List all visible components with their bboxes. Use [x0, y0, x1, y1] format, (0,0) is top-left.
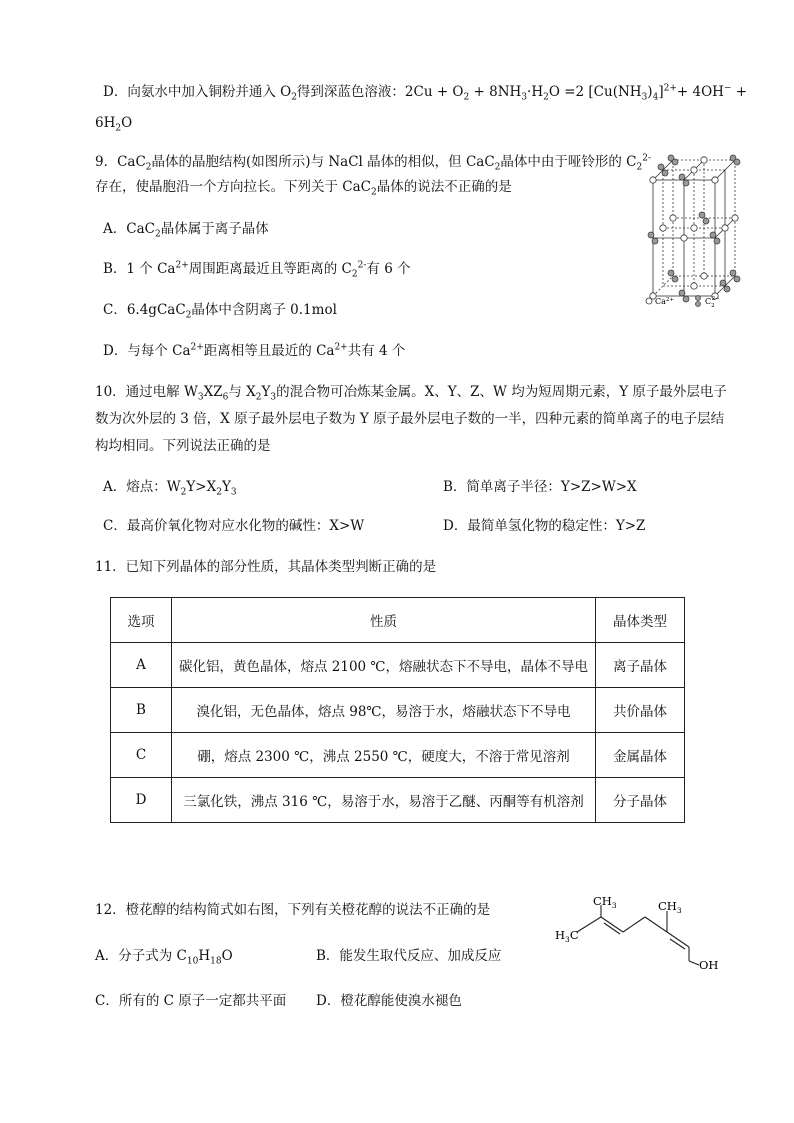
- nerol-structure-figure: [553, 895, 723, 975]
- table-cell: A: [111, 643, 172, 688]
- table-row: [111, 733, 685, 778]
- table-row: [111, 688, 685, 733]
- q9-option-b: B．1 个 $Ca^{2+}$周围距离最近且等距离的 $C_2^{2-}$有 6 个: [103, 260, 411, 280]
- table-cell: C: [111, 733, 172, 778]
- table-row: [111, 778, 685, 823]
- q12-option-c: C．所有的 C 原子一定都共平面: [95, 993, 287, 1009]
- table-cell: 分子晶体: [596, 778, 685, 823]
- q9-option-c: C．6.4gCaC$_2$晶体中含阴离子 0.1mol: [103, 302, 337, 321]
- table-header-cell: 选项: [111, 598, 172, 643]
- q9-stem-line1: 9．CaC$_2$晶体的晶胞结构(如图所示)与 NaCl 晶体的相似，但 CaC$_2$晶体中由于哑铃形的 $C_2^{2-}$: [95, 153, 652, 173]
- q10-stem-line2: 数为次外层的 3 倍，X 原子最外层电子数为 Y 原子最外层电子数的一半，四种元素的简单离子的电子层结: [95, 411, 725, 427]
- q12-option-b: B．能发生取代反应、加成反应: [316, 948, 502, 964]
- q8-option-d: D．向氨水中加入铜粉并通入 $O_2$得到深蓝色溶液：$2Cu + O_2 + 8NH_3\cdot H_2O =2$ $[Cu(NH_3)_4]^{2+}+ 4OH^-$ +: [103, 83, 748, 103]
- q9-option-d: D．与每个 $Ca^{2+}$距离相等且最近的 $Ca^{2+}$共有 4 个: [103, 342, 406, 359]
- cac2-crystal-cell-figure: [643, 152, 743, 312]
- legend-ca-label: $Ca^{2+}$: [655, 297, 674, 306]
- q10-option-c: C．最高价氧化物对应水化物的碱性：X>W: [103, 518, 365, 534]
- q10-option-d: D．最简单氢化物的稳定性：Y>Z: [443, 518, 646, 534]
- table-cell: 共价晶体: [596, 688, 685, 733]
- legend-c2-label: $C_22-$: [705, 296, 720, 309]
- table-cell: D: [111, 778, 172, 823]
- q11-properties-table: [110, 597, 685, 823]
- q9-option-a: A．CaC$_2$晶体属于离子晶体: [103, 221, 269, 240]
- mol-oh-label: OH: [699, 958, 719, 972]
- q10-stem-line1: 10．通过电解 $W_3XZ_6$与 $X_2Y_3$的混合物可冶炼某金属。X、Y、Z、W 均为短周期元素，Y 原子最外层电子: [95, 384, 727, 403]
- table-cell: B: [111, 688, 172, 733]
- q10-option-a: A．熔点：$W_2Y>X_2Y_3$: [103, 479, 237, 498]
- q11-stem: 11．已知下列晶体的部分性质，其晶体类型判断正确的是: [95, 559, 437, 575]
- mol-h3c-label: $H_3C$: [555, 928, 579, 944]
- mol-ch3-label-2: $CH_3$: [658, 899, 682, 915]
- q8-option-d-cont: $6H_2O$: [95, 115, 133, 134]
- q9-stem-line2: 存在，使晶胞沿一个方向拉长。下列关于 CaC$_2$晶体的说法不正确的是: [95, 179, 512, 198]
- table-cell: 碳化铝，黄色晶体，熔点 2100 ℃，熔融状态下不导电，晶体不导电: [172, 643, 596, 688]
- table-header-cell: 晶体类型: [596, 598, 685, 643]
- table-header-cell: 性质: [172, 598, 596, 643]
- mol-ch3-label-1: $CH_3$: [593, 895, 617, 910]
- q12-option-d: D．橙花醇能使溴水褪色: [316, 993, 462, 1009]
- table-row: [111, 643, 685, 688]
- table-cell: 金属晶体: [596, 733, 685, 778]
- table-cell: 离子晶体: [596, 643, 685, 688]
- q12-stem: 12．橙花醇的结构简式如右图，下列有关橙花醇的说法不正确的是: [95, 902, 491, 918]
- q12-option-a: A．分子式为 $C_{10}H_{18}O$: [95, 948, 233, 967]
- q10-stem-line3: 构均相同。下列说法正确的是: [95, 438, 271, 454]
- table-cell: 硼，熔点 2300 ℃，沸点 2550 ℃，硬度大，不溶于常见溶剂: [172, 733, 596, 778]
- table-header-row: [111, 598, 685, 643]
- table-cell: 溴化铝，无色晶体，熔点 98℃，易溶于水，熔融状态下不导电: [172, 688, 596, 733]
- q10-option-b: B．简单离子半径：Y>Z>W>X: [443, 479, 637, 495]
- table-cell: 三氯化铁，沸点 316 ℃，易溶于水，易溶于乙醚、丙酮等有机溶剂: [172, 778, 596, 823]
